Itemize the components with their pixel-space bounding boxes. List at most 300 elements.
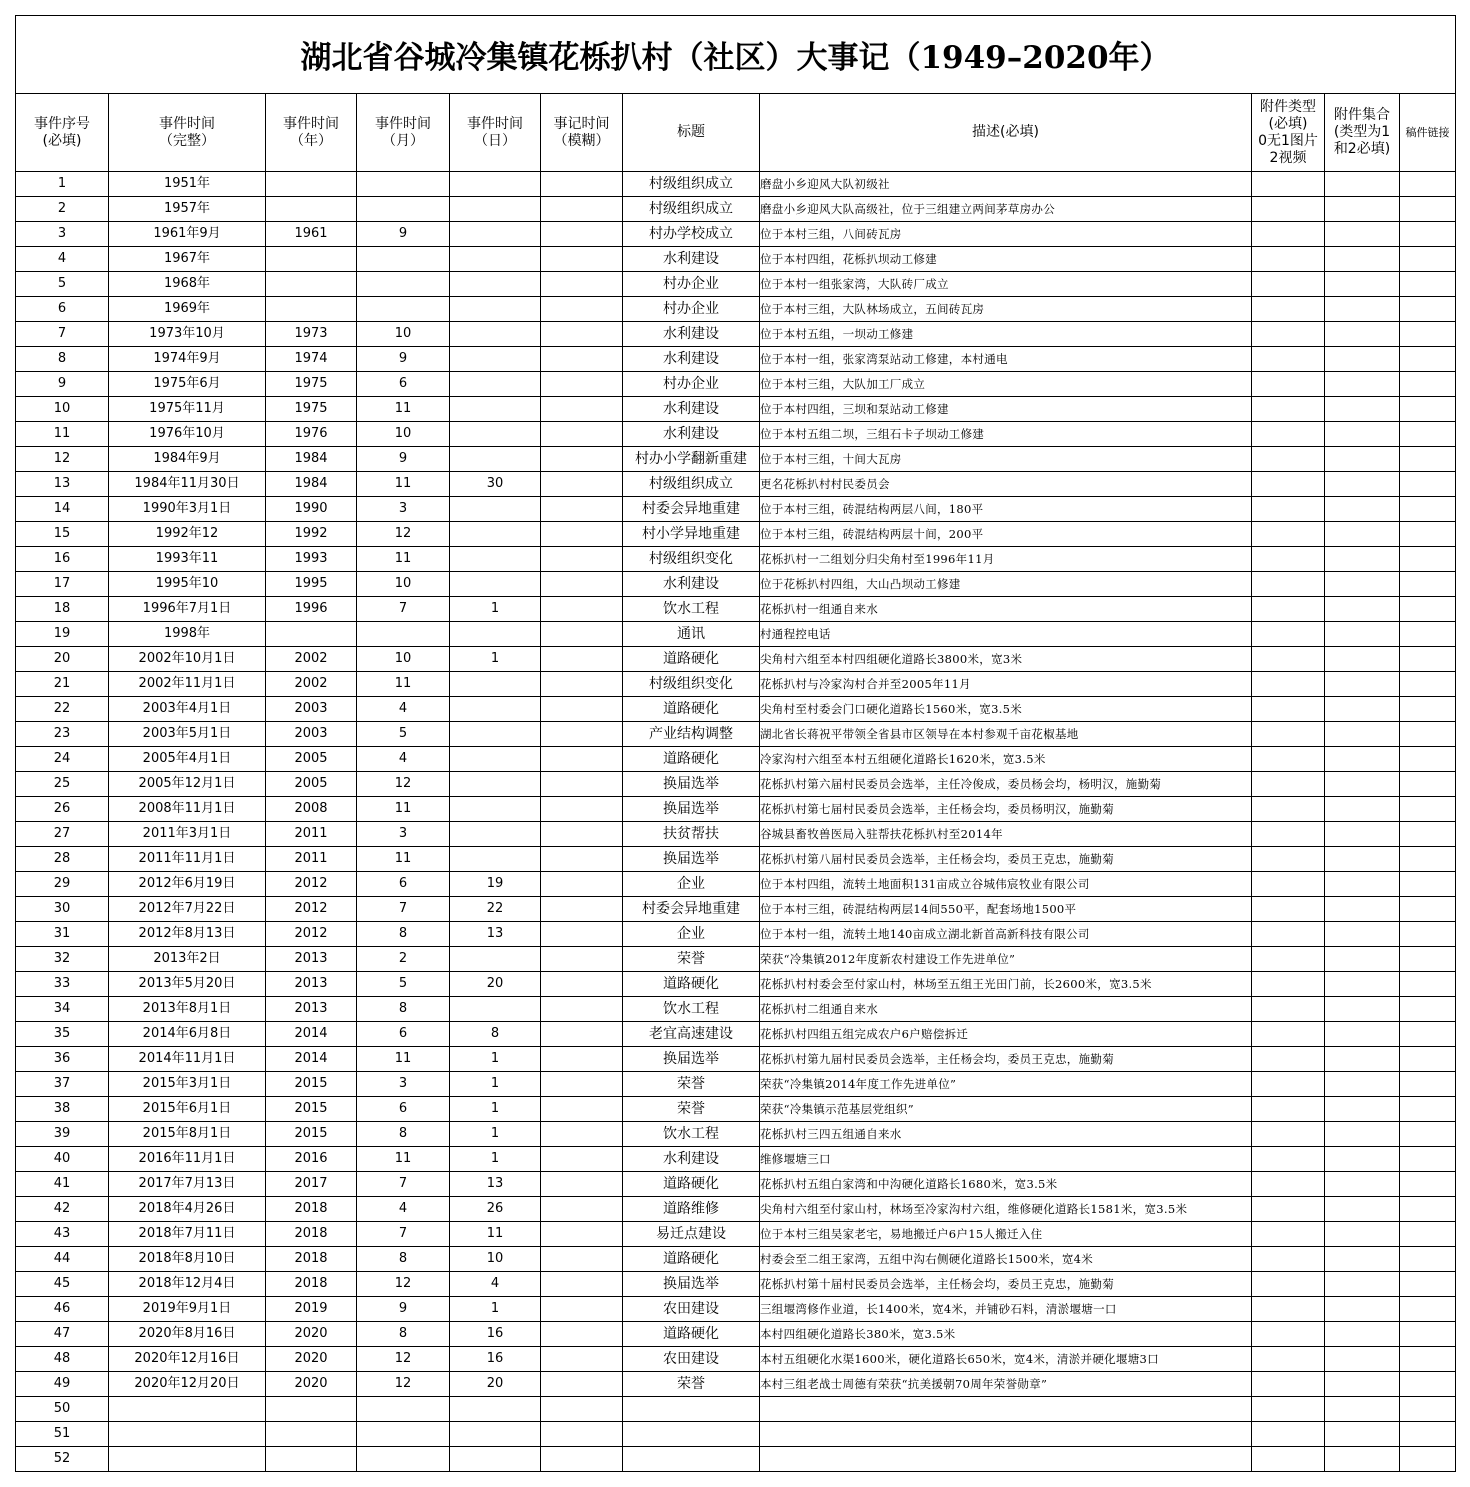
cell-attachment-set [1325,647,1400,672]
cell-fuzzy-time [541,1372,623,1397]
table-row [16,322,1456,347]
cell-description: 冷家沟村六组至本村五组硬化道路长1620米，宽3.5米 [760,747,1252,772]
cell-year: 1996 [266,597,357,622]
cell-fuzzy-time [541,622,623,647]
cell-seq: 7 [16,322,109,347]
cell-year: 2005 [266,747,357,772]
cell-link [1400,1172,1456,1197]
cell-attachment-type [1252,1297,1325,1322]
cell-day: 13 [450,922,541,947]
cell-attachment-type [1252,1097,1325,1122]
cell-month: 9 [357,347,450,372]
cell-seq: 31 [16,922,109,947]
cell-year: 2018 [266,1222,357,1247]
cell-attachment-type [1252,297,1325,322]
cell-attachment-type [1252,772,1325,797]
cell-description: 磨盘小乡迎风大队初级社 [760,172,1252,197]
cell-attachment-type [1252,347,1325,372]
cell-description: 花栎扒村四组五组完成农户6户赔偿拆迁 [760,1022,1252,1047]
cell-day: 30 [450,472,541,497]
cell-day [450,422,541,447]
cell-link [1400,1147,1456,1172]
cell-month: 3 [357,1072,450,1097]
cell-description: 花栎扒村二组通自来水 [760,997,1252,1022]
cell-full-time: 2011年11月1日 [109,847,266,872]
cell-fuzzy-time [541,1222,623,1247]
cell-attachment-type [1252,747,1325,772]
cell-day: 1 [450,1047,541,1072]
cell-year [266,1422,357,1447]
cell-attachment-type [1252,1197,1325,1222]
cell-fuzzy-time [541,1297,623,1322]
cell-month: 5 [357,722,450,747]
cell-year: 1984 [266,472,357,497]
table-row [16,647,1456,672]
cell-attachment-set [1325,597,1400,622]
header-day [450,94,541,172]
column-header-row [16,94,1456,172]
cell-attachment-set [1325,522,1400,547]
cell-title: 水利建设 [623,397,760,422]
cell-day: 16 [450,1347,541,1372]
cell-month: 6 [357,372,450,397]
cell-full-time: 2013年5月20日 [109,972,266,997]
cell-year [266,1397,357,1422]
table-row [16,172,1456,197]
cell-year: 2017 [266,1172,357,1197]
table-row [16,1347,1456,1372]
cell-year: 2018 [266,1272,357,1297]
cell-description: 位于本村三组，砖混结构两层十间，200平 [760,522,1252,547]
cell-link [1400,1222,1456,1247]
cell-day [450,747,541,772]
cell-link [1400,1347,1456,1372]
cell-description: 花栎扒村村委会至付家山村，林场至五组王光田门前，长2600米，宽3.5米 [760,972,1252,997]
cell-full-time: 1969年 [109,297,266,322]
cell-link [1400,1397,1456,1422]
cell-seq: 51 [16,1422,109,1447]
cell-attachment-set [1325,172,1400,197]
cell-year: 1990 [266,497,357,522]
cell-link [1400,672,1456,697]
cell-seq: 48 [16,1347,109,1372]
cell-link [1400,747,1456,772]
table-row [16,697,1456,722]
cell-year: 2012 [266,897,357,922]
cell-attachment-type [1252,447,1325,472]
cell-month: 7 [357,897,450,922]
cell-attachment-type [1252,1272,1325,1297]
header-fuzzy-time [541,94,623,172]
table-row [16,522,1456,547]
cell-full-time: 1973年10月 [109,322,266,347]
cell-fuzzy-time [541,197,623,222]
cell-year: 1975 [266,372,357,397]
cell-seq: 44 [16,1247,109,1272]
cell-month: 3 [357,822,450,847]
cell-attachment-set [1325,797,1400,822]
cell-attachment-type [1252,1172,1325,1197]
cell-full-time: 1992年12 [109,522,266,547]
cell-link [1400,1197,1456,1222]
cell-fuzzy-time [541,997,623,1022]
cell-month: 11 [357,1147,450,1172]
cell-fuzzy-time [541,1247,623,1272]
cell-year [266,172,357,197]
cell-month: 9 [357,447,450,472]
table-row [16,922,1456,947]
cell-seq: 32 [16,947,109,972]
cell-fuzzy-time [541,1172,623,1197]
cell-title: 道路维修 [623,1197,760,1222]
cell-fuzzy-time [541,897,623,922]
cell-full-time: 2015年3月1日 [109,1072,266,1097]
table-row [16,447,1456,472]
table-row [16,197,1456,222]
cell-month [357,1422,450,1447]
cell-attachment-type [1252,1147,1325,1172]
cell-link [1400,597,1456,622]
header-line: 事件时间 [283,115,339,132]
header-line: （年） [290,132,332,149]
cell-attachment-type [1252,997,1325,1022]
cell-title: 道路硬化 [623,1322,760,1347]
cell-day: 1 [450,1147,541,1172]
cell-link [1400,972,1456,997]
cell-full-time: 1996年7月1日 [109,597,266,622]
cell-fuzzy-time [541,1047,623,1072]
cell-day [450,622,541,647]
cell-fuzzy-time [541,472,623,497]
table-row [16,572,1456,597]
cell-link [1400,772,1456,797]
table-row [16,1197,1456,1222]
header-line: 事件序号 [34,115,90,132]
cell-year [266,297,357,322]
cell-seq: 52 [16,1447,109,1472]
cell-full-time: 1951年 [109,172,266,197]
header-seq [16,94,109,172]
cell-description: 位于本村四组，花栎扒坝动工修建 [760,247,1252,272]
cell-attachment-type [1252,972,1325,997]
cell-day: 10 [450,1247,541,1272]
cell-attachment-set [1325,1172,1400,1197]
cell-attachment-set [1325,1047,1400,1072]
cell-day [450,797,541,822]
cell-description: 磨盘小乡迎风大队高级社，位于三组建立两间茅草房办公 [760,197,1252,222]
cell-title: 道路硬化 [623,972,760,997]
cell-seq: 16 [16,547,109,572]
cell-day [450,522,541,547]
cell-description: 尖角村六组至本村四组硬化道路长3800米，宽3米 [760,647,1252,672]
cell-description: 花栎扒村五组白家湾和中沟硬化道路长1680米，宽3.5米 [760,1172,1252,1197]
cell-title: 道路硬化 [623,1172,760,1197]
cell-month [357,622,450,647]
cell-seq: 24 [16,747,109,772]
cell-year: 1974 [266,347,357,372]
cell-full-time: 2018年4月26日 [109,1197,266,1222]
cell-year: 2011 [266,822,357,847]
cell-full-time: 2012年6月19日 [109,872,266,897]
cell-day: 1 [450,1097,541,1122]
cell-title: 水利建设 [623,422,760,447]
cell-attachment-set [1325,1297,1400,1322]
cell-full-time: 1976年10月 [109,422,266,447]
cell-full-time: 1995年10 [109,572,266,597]
header-line: 附件集合 [1334,107,1390,123]
cell-description: 更名花栎扒村村民委员会 [760,472,1252,497]
cell-attachment-type [1252,1247,1325,1272]
cell-fuzzy-time [541,1447,623,1472]
cell-attachment-set [1325,347,1400,372]
header-line: 2视频 [1269,149,1307,166]
cell-attachment-type [1252,1022,1325,1047]
cell-seq: 5 [16,272,109,297]
cell-full-time: 2013年2日 [109,947,266,972]
cell-fuzzy-time [541,822,623,847]
cell-day: 20 [450,1372,541,1397]
cell-title: 饮水工程 [623,597,760,622]
table-row [16,472,1456,497]
cell-year: 2012 [266,872,357,897]
cell-fuzzy-time [541,1197,623,1222]
cell-attachment-set [1325,947,1400,972]
cell-month: 11 [357,397,450,422]
table-row [16,847,1456,872]
cell-seq: 6 [16,297,109,322]
cell-seq: 1 [16,172,109,197]
cell-year: 2012 [266,922,357,947]
cell-month: 4 [357,1197,450,1222]
cell-month [357,272,450,297]
header-line: 事件时间 [467,115,523,132]
cell-month: 7 [357,597,450,622]
cell-seq: 33 [16,972,109,997]
cell-description: 本村三组老战士周德有荣获“抗美援朝70周年荣誉勋章” [760,1372,1252,1397]
cell-fuzzy-time [541,272,623,297]
cell-attachment-type [1252,472,1325,497]
cell-seq: 49 [16,1372,109,1397]
table-row [16,947,1456,972]
cell-full-time: 2019年9月1日 [109,1297,266,1322]
cell-year: 2014 [266,1047,357,1072]
cell-year: 2002 [266,672,357,697]
table-row [16,347,1456,372]
cell-day: 4 [450,1272,541,1297]
cell-attachment-type [1252,1347,1325,1372]
cell-title: 换届选举 [623,1047,760,1072]
table-row [16,747,1456,772]
cell-month: 8 [357,1247,450,1272]
cell-seq: 10 [16,397,109,422]
cell-title: 换届选举 [623,772,760,797]
header-attachment-set [1325,94,1400,172]
cell-full-time: 2020年8月16日 [109,1322,266,1347]
cell-seq: 29 [16,872,109,897]
cell-fuzzy-time [541,222,623,247]
cell-link [1400,1372,1456,1397]
cell-month: 6 [357,1022,450,1047]
cell-title: 换届选举 [623,797,760,822]
cell-day [450,272,541,297]
cell-full-time: 2015年6月1日 [109,1097,266,1122]
cell-year: 2013 [266,947,357,972]
cell-year: 2019 [266,1297,357,1322]
cell-fuzzy-time [541,1072,623,1097]
cell-attachment-type [1252,922,1325,947]
cell-title: 村级组织成立 [623,172,760,197]
cell-full-time: 1975年11月 [109,397,266,422]
cell-title: 道路硬化 [623,747,760,772]
cell-attachment-type [1252,697,1325,722]
cell-description: 荣获“冷集镇2014年度工作先进单位” [760,1072,1252,1097]
cell-title: 通讯 [623,622,760,647]
cell-day [450,247,541,272]
cell-title: 易迁点建设 [623,1222,760,1247]
table-row [16,372,1456,397]
cell-attachment-set [1325,822,1400,847]
cell-link [1400,1122,1456,1147]
cell-attachment-set [1325,397,1400,422]
cell-seq: 22 [16,697,109,722]
cell-description: 位于本村三组吴家老宅，易地搬迁户6户15人搬迁入住 [760,1222,1252,1247]
cell-attachment-set [1325,1347,1400,1372]
table-row [16,622,1456,647]
header-full-time [109,94,266,172]
cell-month: 4 [357,697,450,722]
cell-seq: 45 [16,1272,109,1297]
cell-full-time: 2014年6月8日 [109,1022,266,1047]
cell-year: 2008 [266,797,357,822]
cell-month: 10 [357,422,450,447]
cell-month: 8 [357,1122,450,1147]
cell-seq: 39 [16,1122,109,1147]
cell-full-time: 2013年8月1日 [109,997,266,1022]
cell-full-time: 1993年11 [109,547,266,572]
cell-attachment-type [1252,522,1325,547]
cell-description: 荣获“冷集镇示范基层党组织” [760,1097,1252,1122]
cell-attachment-type [1252,322,1325,347]
header-line: 描述(必填) [972,124,1039,140]
cell-link [1400,297,1456,322]
cell-attachment-type [1252,1372,1325,1397]
cell-description: 位于本村一组，张家湾泵站动工修建，本村通电 [760,347,1252,372]
cell-description: 位于本村三组，八间砖瓦房 [760,222,1252,247]
cell-link [1400,197,1456,222]
cell-year: 1992 [266,522,357,547]
header-line: 事件时间 [375,115,431,132]
cell-day [450,772,541,797]
cell-seq: 35 [16,1022,109,1047]
cell-link [1400,697,1456,722]
cell-day: 22 [450,897,541,922]
cell-title: 水利建设 [623,247,760,272]
cell-seq: 46 [16,1297,109,1322]
cell-attachment-type [1252,1397,1325,1422]
header-line: 和2必填) [1333,141,1391,157]
table-row [16,1372,1456,1397]
cell-title: 村办学校成立 [623,222,760,247]
table-row [16,297,1456,322]
table-row [16,1072,1456,1097]
cell-day [450,447,541,472]
cell-attachment-type [1252,272,1325,297]
cell-attachment-type [1252,722,1325,747]
table-row [16,547,1456,572]
cell-month: 8 [357,997,450,1022]
cell-description: 三组堰湾修作业道，长1400米，宽4米，并铺砂石料，清淤堰塘一口 [760,1297,1252,1322]
cell-year: 2002 [266,647,357,672]
table-body [16,172,1456,1472]
cell-month: 12 [357,1347,450,1372]
table-row [16,872,1456,897]
cell-attachment-set [1325,247,1400,272]
cell-title: 老宜高速建设 [623,1022,760,1047]
cell-link [1400,1097,1456,1122]
cell-description: 花栎扒村一二组划分归尖角村至1996年11月 [760,547,1252,572]
cell-title: 道路硬化 [623,647,760,672]
cell-day [450,1447,541,1472]
cell-day [450,497,541,522]
table-row [16,1172,1456,1197]
cell-link [1400,997,1456,1022]
cell-description: 花栎扒村第七届村民委员会选举，主任杨会均，委员杨明汉，施勤菊 [760,797,1252,822]
cell-full-time: 1961年9月 [109,222,266,247]
cell-attachment-type [1252,1222,1325,1247]
cell-link [1400,1447,1456,1472]
cell-fuzzy-time [541,522,623,547]
cell-link [1400,522,1456,547]
cell-seq: 18 [16,597,109,622]
table-row [16,497,1456,522]
cell-title: 水利建设 [623,322,760,347]
cell-attachment-set [1325,1222,1400,1247]
cell-year: 2015 [266,1072,357,1097]
cell-fuzzy-time [541,1397,623,1422]
cell-seq: 36 [16,1047,109,1072]
cell-full-time: 2002年11月1日 [109,672,266,697]
cell-seq: 4 [16,247,109,272]
cell-attachment-set [1325,1197,1400,1222]
cell-attachment-set [1325,497,1400,522]
cell-month [357,172,450,197]
cell-month: 11 [357,472,450,497]
cell-month: 11 [357,672,450,697]
cell-full-time: 2020年12月16日 [109,1347,266,1372]
cell-day [450,822,541,847]
header-month [357,94,450,172]
cell-month: 12 [357,1372,450,1397]
cell-link [1400,797,1456,822]
cell-title: 农田建设 [623,1297,760,1322]
cell-full-time: 2002年10月1日 [109,647,266,672]
cell-fuzzy-time [541,1022,623,1047]
table-row [16,1122,1456,1147]
cell-link [1400,1022,1456,1047]
cell-fuzzy-time [541,1122,623,1147]
header-description [760,94,1252,172]
cell-month: 2 [357,947,450,972]
cell-link [1400,447,1456,472]
cell-fuzzy-time [541,422,623,447]
cell-description [760,1397,1252,1422]
cell-attachment-set [1325,1147,1400,1172]
cell-description: 尖角村至村委会门口硬化道路长1560米，宽3.5米 [760,697,1252,722]
cell-description: 花栎扒村第八届村民委员会选举，主任杨会均，委员王克忠，施勤菊 [760,847,1252,872]
cell-description: 位于本村三组，砖混结构两层14间550平，配套场地1500平 [760,897,1252,922]
cell-seq: 27 [16,822,109,847]
header-line: （日） [474,132,516,149]
